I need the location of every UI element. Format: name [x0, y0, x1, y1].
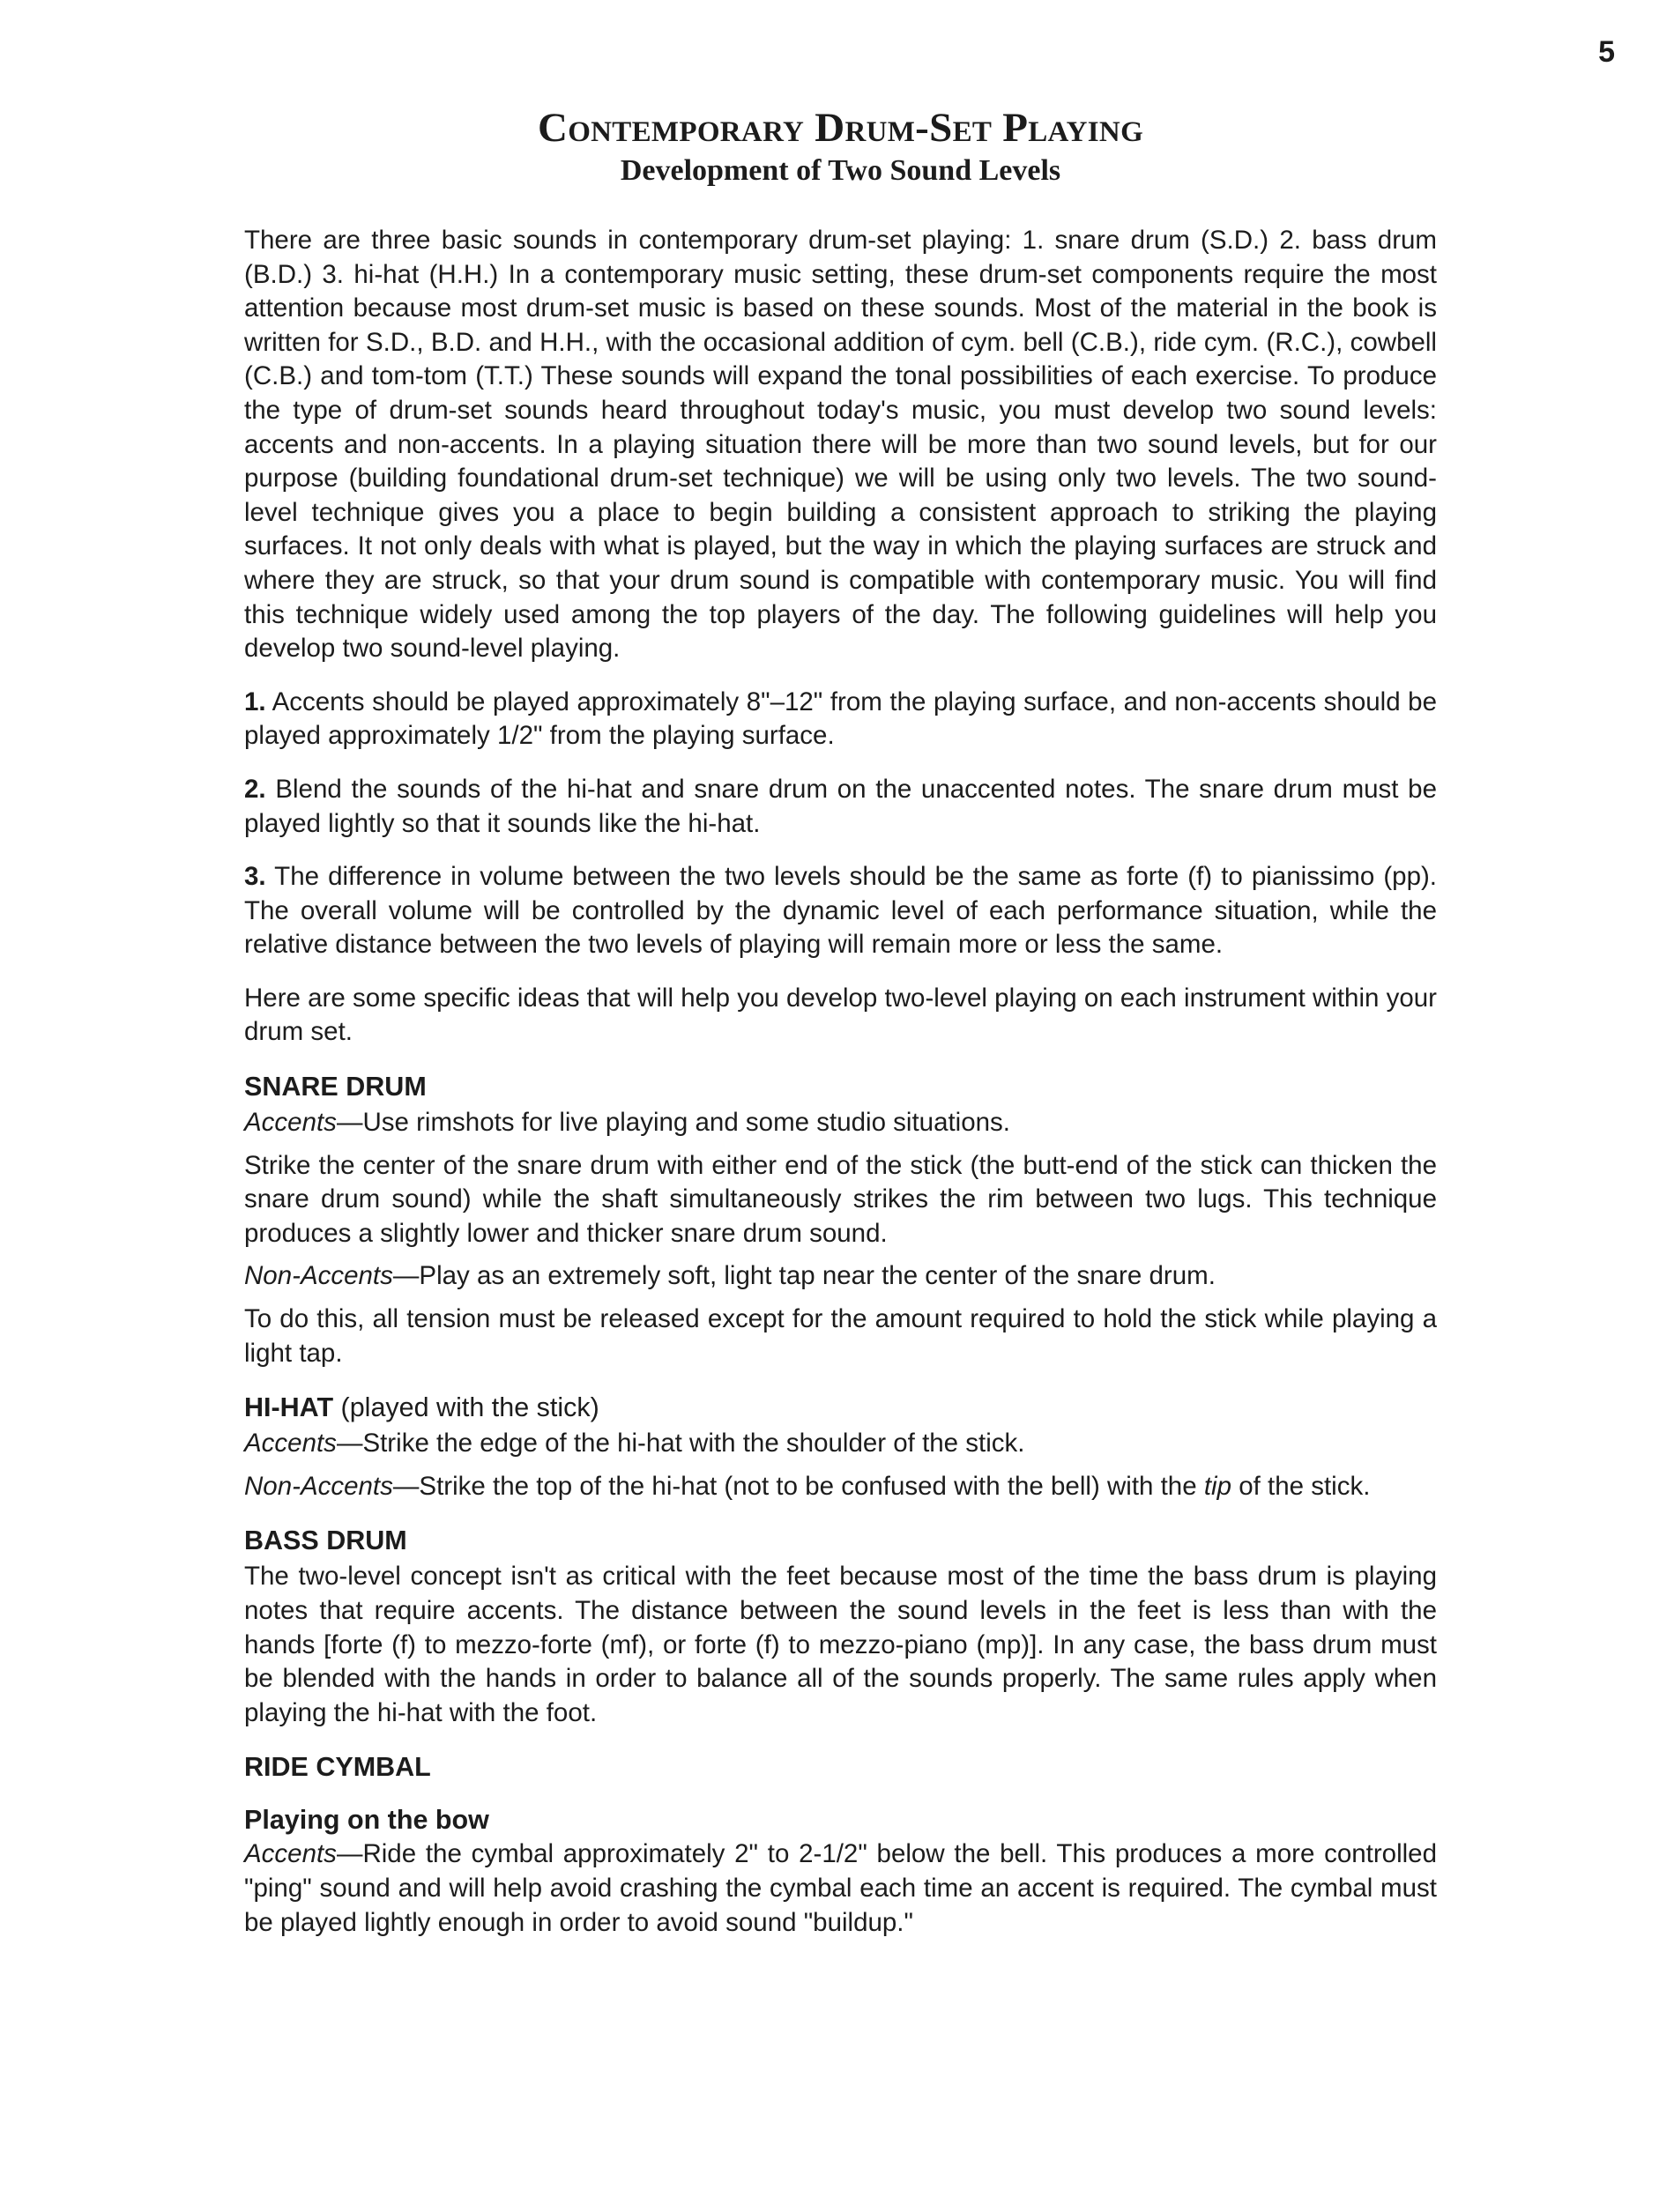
guideline-text: The difference in volume between the two levels should be the same as forte (f) to pianissimo (pp). The overall volume will be controlled by the dynamic level of each performance situation, while the relative distance between the two levels of playing will remain more or less the same.	[244, 862, 1437, 960]
accents-text: —Strike the edge of the hi-hat with the shoulder of the stick.	[336, 1429, 1025, 1459]
nonaccents-text: —Play as an extremely soft, light tap near the center of the snare drum.	[392, 1261, 1216, 1291]
hihat-accents	[244, 1427, 1437, 1461]
bass-heading: BASS DRUM	[244, 1525, 407, 1556]
snare-heading: SNARE DRUM	[244, 1072, 427, 1102]
hihat-heading	[244, 1390, 1437, 1425]
accents-label: Accents	[244, 1429, 337, 1459]
accents-label: Accents	[244, 1108, 337, 1138]
ride-subheading: Playing on the bow	[244, 1805, 489, 1836]
guideline-3	[244, 860, 1437, 962]
page-title: Contemporary Drum-Set Playing	[537, 105, 1144, 151]
guideline-number: 3.	[244, 862, 266, 892]
accents-text: —Use rimshots for live playing and some studio situations.	[336, 1108, 1010, 1138]
guideline-number: 2.	[244, 774, 266, 804]
guideline-number: 1.	[244, 687, 266, 716]
bass-paragraph: The two-level concept isn't as critical with the feet because most of the time the bass drum is playing notes that require accents. The distance between the sound levels in the feet is less than with the hands [forte (f) to mezzo-forte (mf), or forte (f) to mezzo-piano (mp)]. In any case, the bass drum must be blended with the hands in order to balance all of the sounds properly. The same rules apply when playing the hi-hat with the foot.	[244, 1562, 1437, 1727]
accents-label: Accents	[244, 1839, 337, 1869]
guideline-1	[244, 686, 1437, 753]
accents-text: —Ride the cymbal approximately 2" to 2-1/2" below the bell. This produces a more controlled "ping" sound and will help avoid crashing the cymbal each time an accent is required. The cymbal must be played lightly enough in order to avoid sound "buildup."	[244, 1839, 1437, 1937]
guideline-text: Accents should be played approximately 8"–12" from the playing surface, and non-accents should be played approximately 1/2" from the playing surface.	[244, 687, 1437, 751]
nonaccents-text: —Strike the top of the hi-hat (not to be confused with the bell) with the	[392, 1471, 1204, 1501]
ideas-paragraph: Here are some specific ideas that will help you develop two-level playing on each instrument within your drum set.	[244, 983, 1437, 1047]
snare-accents	[244, 1106, 1437, 1140]
ride-accents	[244, 1837, 1437, 1940]
page-number: 5	[1598, 35, 1615, 69]
nonaccents-label: Non-Accents	[244, 1471, 393, 1501]
snare-nonaccents	[244, 1259, 1437, 1294]
ride-heading: RIDE CYMBAL	[244, 1752, 431, 1783]
hihat-nonaccents	[244, 1470, 1437, 1504]
snare-tension-paragraph: To do this, all tension must be released except for the amount required to hold the stick while playing a light tap.	[244, 1304, 1437, 1368]
nonaccents-text-end: of the stick.	[1231, 1471, 1371, 1501]
guideline-2	[244, 773, 1437, 841]
page-content	[244, 104, 1437, 1959]
nonaccents-label: Non-Accents	[244, 1261, 393, 1291]
tip-word: tip	[1203, 1471, 1231, 1501]
intro-paragraph: There are three basic sounds in contemporary drum-set playing: 1. snare drum (S.D.) 2. bass drum (B.D.) 3. hi-hat (H.H.) In a contemporary music setting, these drum-set components require the most attention because most drum-set music is based on these sounds. Most of the material in the book is written for S.D., B.D. and H.H., with the occasional addition of cym. bell (C.B.), ride cym. (R.C.), cowbell (C.B.) and tom-tom (T.T.) These sounds will expand the tonal possibilities of each exercise. To produce the type of drum-set sounds heard throughout today's music, you must develop two sound levels: accents and non-accents. In a playing situation there will be more than two sound levels, but for our purpose (building foundational drum-set technique) we will be using only two levels. The two sound-level technique gives you a place to begin building a consistent approach to striking the playing surfaces. It not only deals with what is played, but the way in which the playing surfaces are struck and where they are struck, so that your drum sound is compatible with contemporary music. You will find this technique widely used among the top players of the day. The following guidelines will help you develop two sound-level playing.	[244, 226, 1437, 664]
snare-strike-paragraph: Strike the center of the snare drum with either end of the stick (the butt-end of the stick can thicken the snare drum sound) while the shaft simultaneously strikes the rim between two lugs. This technique produces a slightly lower and thicker snare drum sound.	[244, 1150, 1437, 1248]
page-subtitle: Development of Two Sound Levels	[620, 154, 1061, 187]
hihat-heading-note: (played with the stick)	[333, 1392, 599, 1423]
hihat-heading-text: HI-HAT	[244, 1392, 334, 1423]
guideline-text: Blend the sounds of the hi-hat and snare drum on the unaccented notes. The snare drum must be played lightly so that it sounds like the hi-hat.	[244, 774, 1437, 838]
